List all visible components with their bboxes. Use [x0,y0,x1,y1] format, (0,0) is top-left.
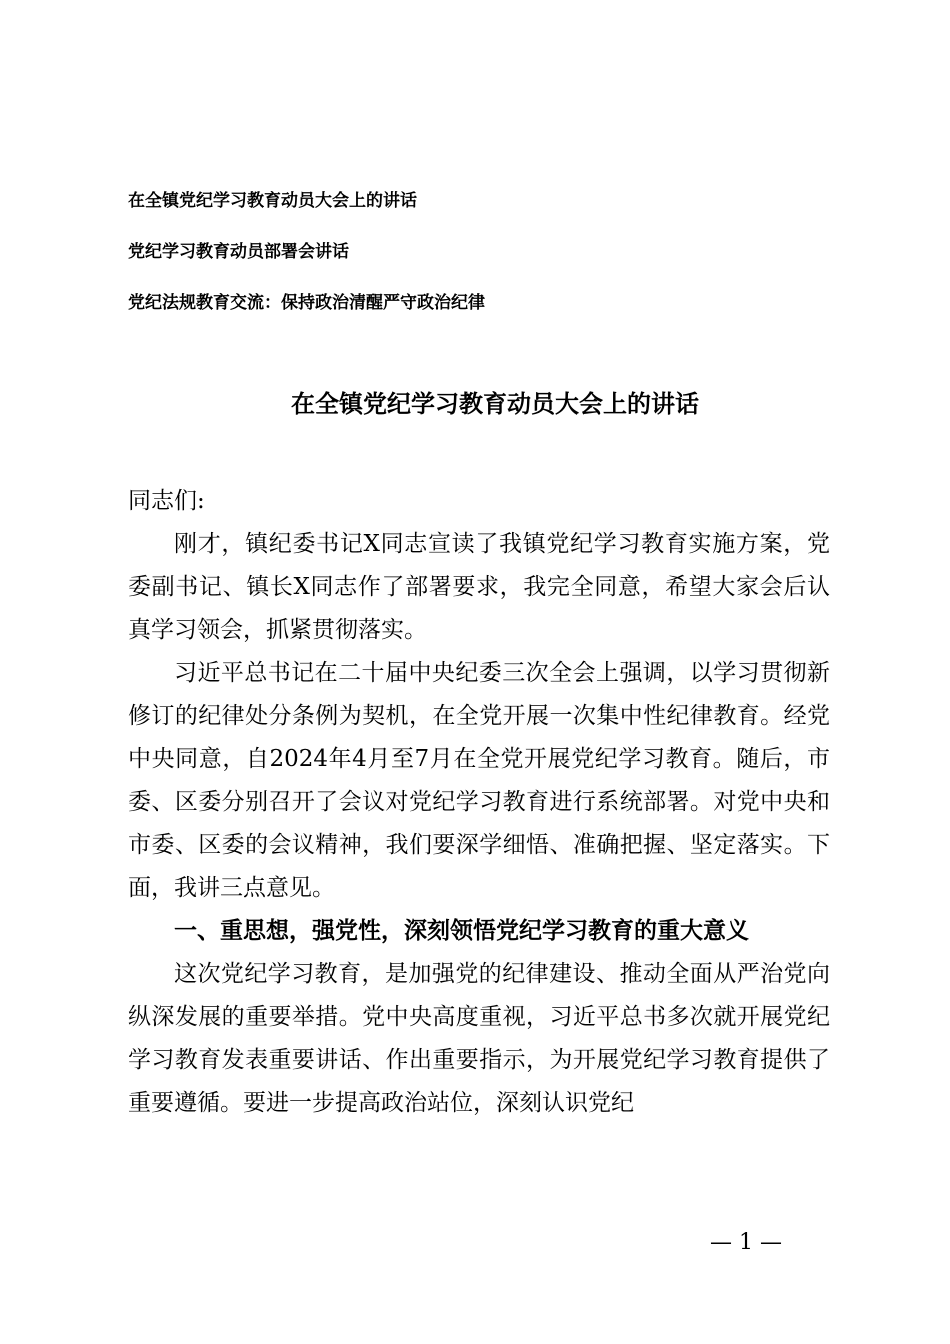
section-heading-1: 一、重思想，强党性，深刻领悟党纪学习教育的重大意义 [174,918,749,944]
document-title: 在全镇党纪学习教育动员大会上的讲话 [291,390,699,418]
page-number: — 1 — [710,1230,782,1255]
related-title-1: 在全镇党纪学习教育动员大会上的讲话 [128,191,417,211]
related-titles-list [128,187,828,340]
paragraph-section-1: 这次党纪学习教育，是加强党的纪律建设、推动全面从严治党向纵深发展的重要举措。党中央高度重视，习近平总书多次就开展党纪学习教育发表重要讲话、作出重要指示，为开展党纪学习教育提供了重要遵循。要进一步提高政治站位，深刻认识党纪 [128,961,830,1116]
related-title-3: 党纪法规教育交流：保持政治清醒严守政治纪律 [128,293,485,313]
salutation: 同志们: [128,488,205,514]
paragraph-opening: 刚才，镇纪委书记X同志宣读了我镇党纪学习教育实施方案，党委副书记、镇长X同志作了部署要求，我完全同意，希望大家会后认真学习领会，抓紧贯彻落实。 [128,531,830,643]
related-title-2: 党纪学习教育动员部署会讲话 [128,242,349,262]
paragraph-background: 习近平总书记在二十届中央纪委三次全会上强调，以学习贯彻新修订的纪律处分条例为契机，在全党开展一次集中性纪律教育。经党中央同意，自2024年4月至7月在全党开展党纪学习教育。随后，市委、区委分别召开了会议对党纪学习教育进行系统部署。对党中央和市委、区委的会议精神，我们要深学细悟、准确把握、坚定落实。下面，我讲三点意见。 [128,660,830,901]
document-body [128,480,830,1125]
